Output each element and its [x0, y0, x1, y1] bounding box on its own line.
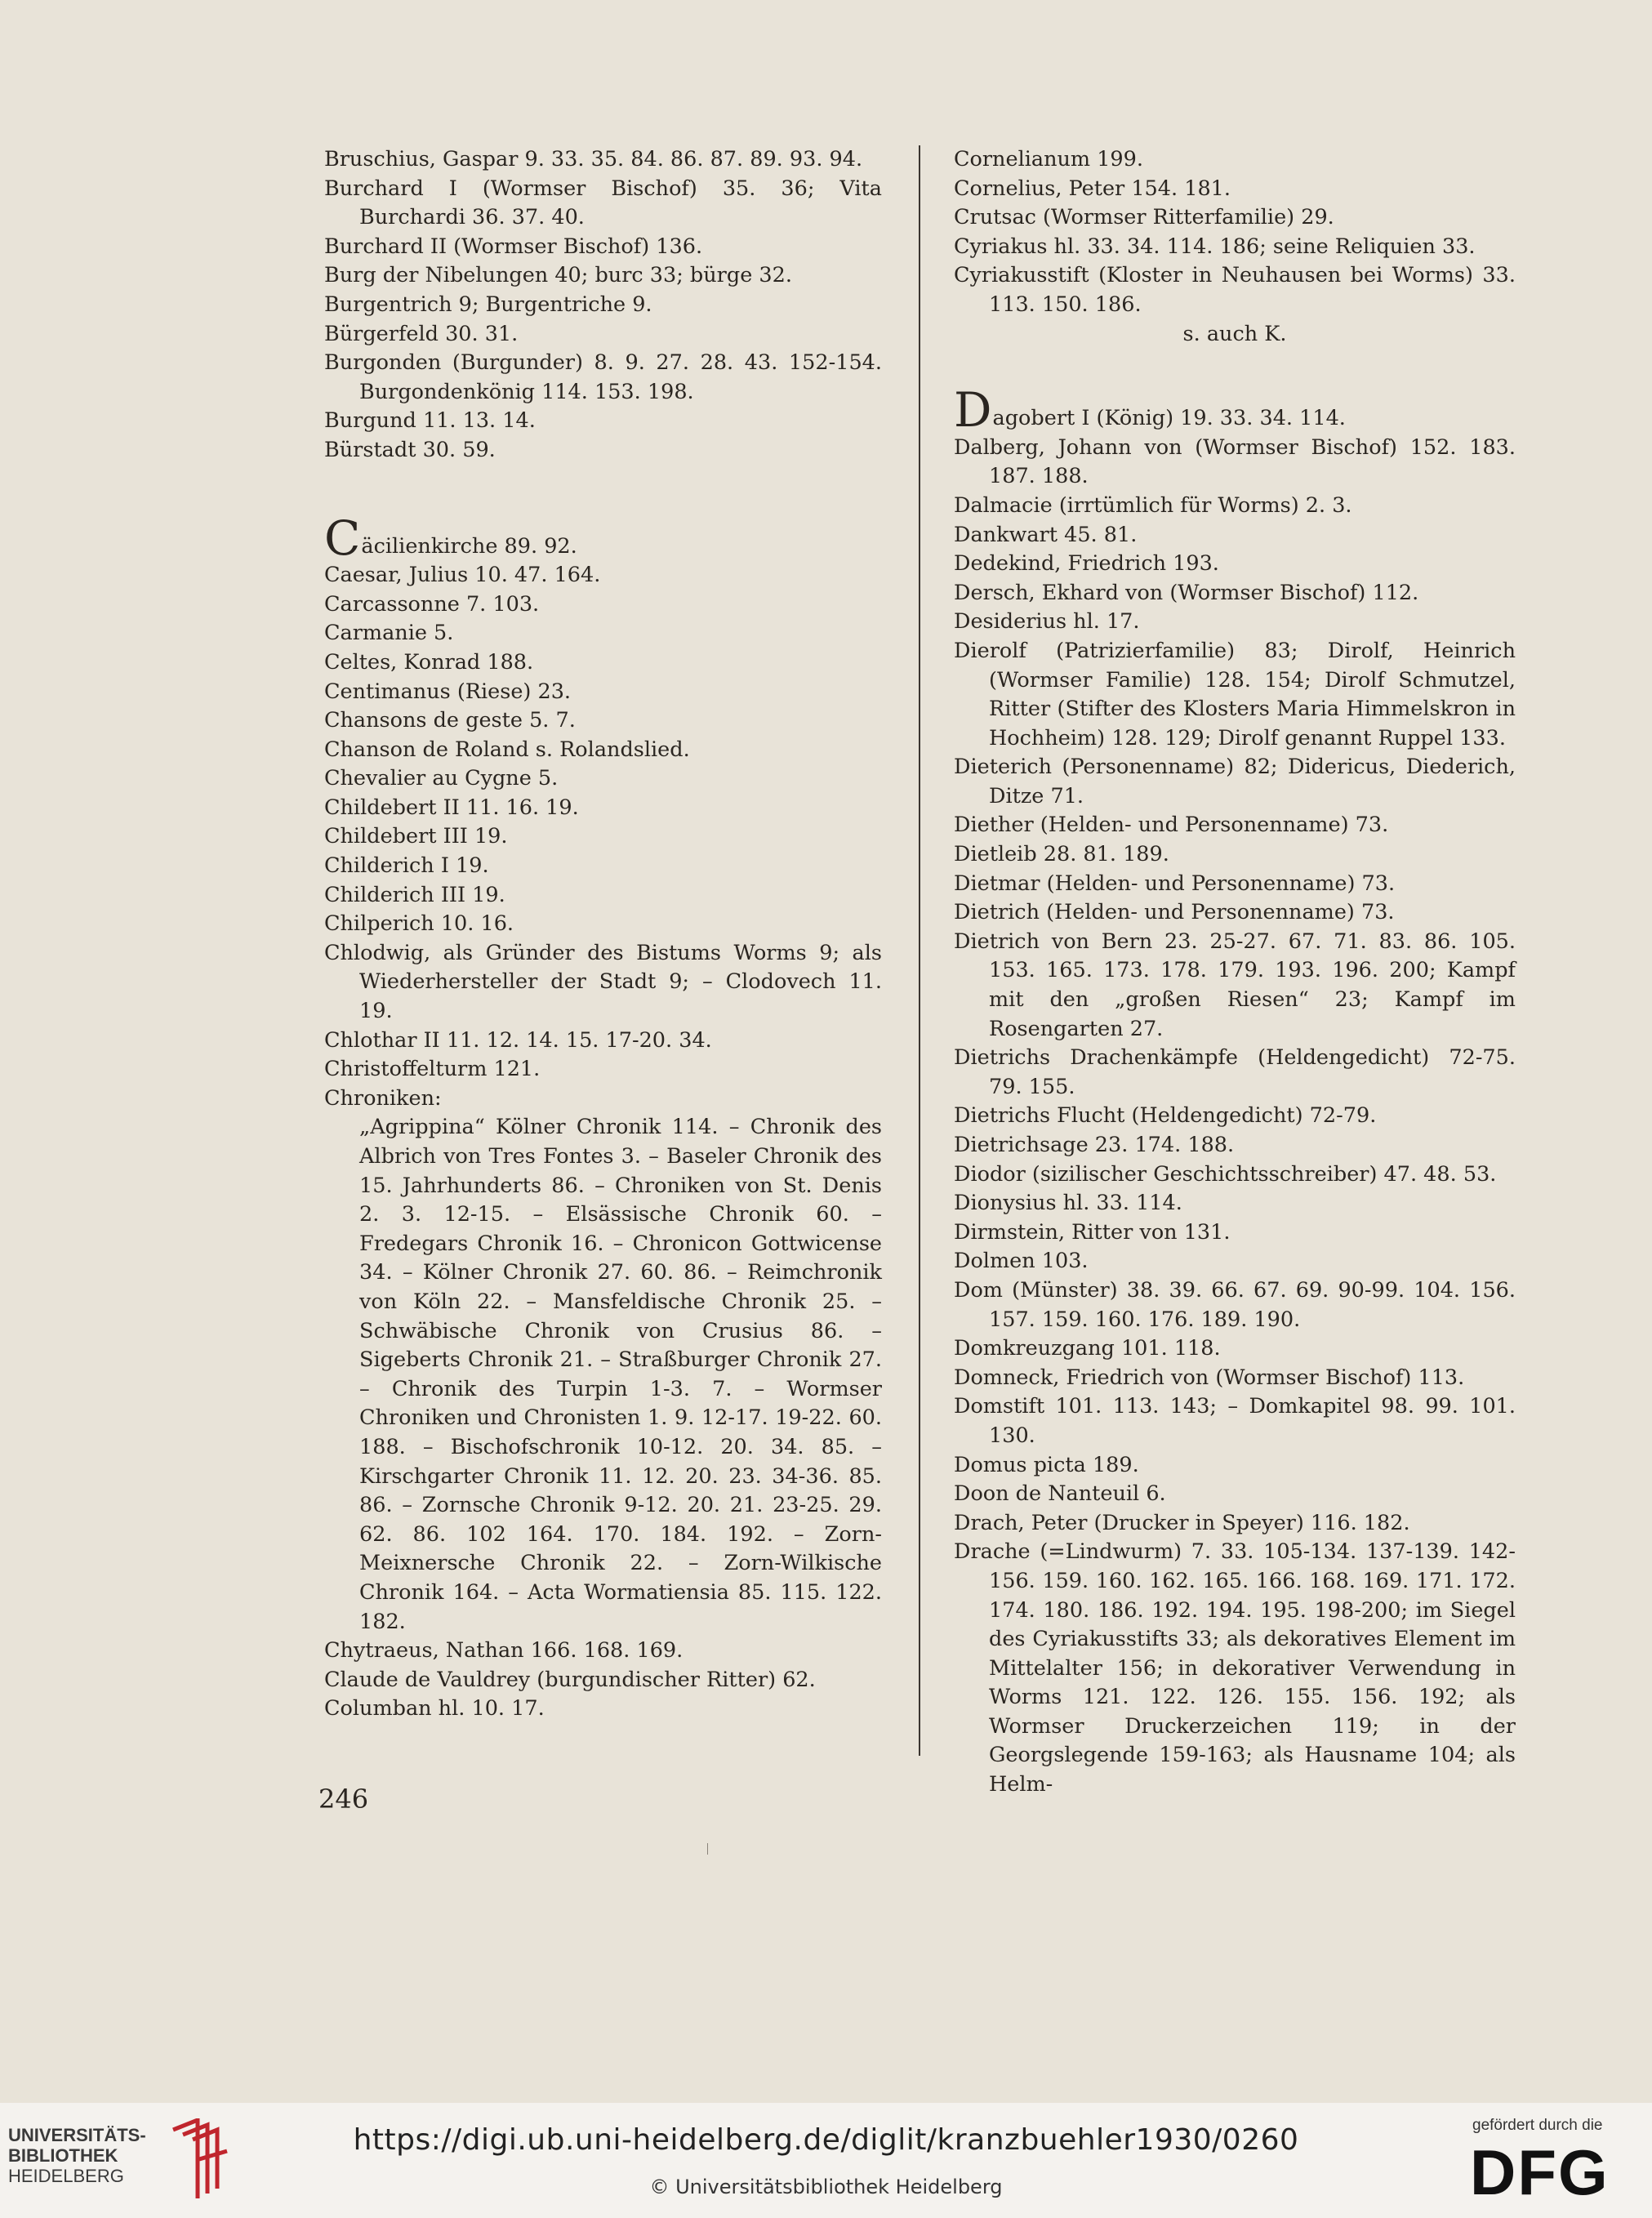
- index-entry: Dalberg, Johann von (Wormser Bischof) 152. 183. 187. 188.: [954, 434, 1516, 489]
- index-column-right: [954, 145, 1516, 1800]
- index-entry: Claude de Vauldrey (burgundischer Ritter) 62.: [324, 1667, 816, 1692]
- index-entry: Doon de Nanteuil 6.: [954, 1481, 1166, 1507]
- index-entry: Drach, Peter (Drucker in Speyer) 116. 182.: [954, 1510, 1410, 1535]
- index-entry: Dieterich (Personenname) 82; Didericus, Diederich, Ditze 71.: [954, 755, 1516, 808]
- index-entry: Chevalier au Cygne 5.: [324, 766, 559, 791]
- initial-letter-c: C: [324, 510, 361, 566]
- index-entry: Chilperich 10. 16.: [324, 911, 514, 937]
- entries-b: [324, 145, 882, 465]
- index-entry: Drache (=Lindwurm) 7. 33. 105-134. 137-139. 142-156. 159. 160. 162. 165. 166. 168. 169. 171. 172. 174. 180. 186. 192. 194. 195. 198-200; im Siegel des Cyriakusstifts 33; als dekoratives Element im Mittelalter 156; in dekorativer Verwendung in Worms 121. 122. 126. 155. 156. 192; als Wormser Druckerzeichen 119; in der Georgslegende 159-163; als Hausname 104; als Helm-: [954, 1539, 1516, 1797]
- see-also-note: s. auch K.: [1182, 321, 1287, 346]
- index-entry: Dietrich von Bern 23. 25-27. 67. 71. 83. 86. 105. 153. 165. 173. 178. 179. 193. 196. 200; Kampf mit den „großen Riesen“ 23; Kampf im Rosengarten 27.: [954, 929, 1516, 1041]
- index-entry: Dietrich (Helden- und Personenname) 73.: [954, 900, 1395, 925]
- index-entry: Dalmacie (irrtümlich für Worms) 2. 3.: [954, 492, 1352, 518]
- index-entry: Burgentrich 9; Burgentriche 9.: [324, 292, 652, 317]
- index-entry: Chansons de geste 5. 7.: [324, 708, 576, 733]
- index-entry: Christoffelturm 121.: [324, 1057, 541, 1082]
- index-entry: Childebert II 11. 16. 19.: [324, 795, 579, 820]
- index-entry: Dietrichs Flucht (Heldengedicht) 72-79.: [954, 1103, 1377, 1129]
- index-entry: Burgonden (Burgunder) 8. 9. 27. 28. 43. 152-154. Burgondenkönig 114. 153. 198.: [324, 350, 882, 404]
- index-entry: Dionysius hl. 33. 114.: [954, 1191, 1182, 1216]
- index-entry: Diether (Helden- und Personenname) 73.: [954, 813, 1389, 838]
- dfg-logo[interactable]: DFG: [1470, 2136, 1610, 2208]
- index-entry: Cyriakus hl. 33. 34. 114. 186; seine Reliquien 33.: [954, 234, 1476, 259]
- index-entry: Chytraeus, Nathan 166. 168. 169.: [324, 1638, 684, 1664]
- page-number: 246: [318, 1784, 369, 1815]
- index-entry: Celtes, Konrad 188.: [324, 649, 534, 675]
- index-entry: Carcassonne 7. 103.: [324, 591, 540, 617]
- index-entry: Childerich I 19.: [324, 853, 489, 879]
- index-entry: Domstift 101. 113. 143; – Domkapitel 98. 99. 101. 130.: [954, 1394, 1516, 1448]
- index-entry: Dietrichs Drachenkämpfe (Heldengedicht) 72-75. 79. 155.: [954, 1045, 1516, 1099]
- index-entry: Domus picta 189.: [954, 1452, 1139, 1477]
- index-entry: Chanson de Roland s. Rolandslied.: [324, 737, 690, 762]
- entries-c-right: [954, 145, 1516, 320]
- index-entry: Dersch, Ekhard von (Wormser Bischof) 112.: [954, 580, 1419, 605]
- index-entry: Burchard II (Wormser Bischof) 136.: [324, 234, 703, 259]
- index-entry: Burg der Nibelungen 40; burc 33; bürge 32.: [324, 263, 792, 288]
- index-entry: Dagobert I (König) 19. 33. 34. 114.: [954, 382, 1346, 439]
- initial-letter-d: D: [954, 382, 992, 439]
- entries-d: [954, 434, 1516, 1800]
- index-entry: Dolmen 103.: [954, 1249, 1089, 1274]
- index-entry: Burchard I (Wormser Bischof) 35. 36; Vita Burchardi 36. 37. 40.: [324, 176, 882, 230]
- index-entry: Carmanie 5.: [324, 621, 454, 646]
- index-entry: Chlothar II 11. 12. 14. 15. 17-20. 34.: [324, 1027, 712, 1053]
- index-entry: Crutsac (Wormser Ritterfamilie) 29.: [954, 205, 1334, 230]
- index-entry: Bruschius, Gaspar 9. 33. 35. 84. 86. 87. 89. 93. 94.: [324, 147, 863, 171]
- page-url-link[interactable]: https://digi.ub.uni-heidelberg.de/diglit/kranzbuehler1930/0260: [353, 2123, 1299, 2157]
- chroniken-subentries: „Agrippina“ Kölner Chronik 114. – Chronik des Albrich von Tres Fontes 3. – Baseler Chronik des 15. Jahrhunderts 86. – Chroniken von St. Denis 2. 3. 12-15. – Elsässische Chronik 60. – Fredegars Chronik 16. – Chronicon Gottwicense 34. – Kölner Chronik 27. 60. 86. – Reimchronik von Köln 22. – Mansfeldische Chronik 25. – Schwäbische Chronik von Crusius 86. – Sigeberts Chronik 21. – Straßburger Chronik 27. – Chronik des Turpin 1-3. 7. – Wormser Chroniken und Chronisten 1. 9. 12-17. 19-22. 60. 188. – Bischofschronik 10-12. 20. 34. 85. – Kirschgarter Chronik 11. 12. 20. 23. 34-36. 85. 86. – Zornsche Chronik 9-12. 20. 21. 23-25. 29. 62. 86. 102 164. 170. 184. 192. – Zorn-Meixnersche Chronik 22. – Zorn-Wilkische Chronik 164. – Acta Wormatiensia 85. 115. 122. 182.: [359, 1115, 882, 1634]
- copyright-text: © Universitätsbibliothek Heidelberg: [649, 2176, 1003, 2198]
- index-entry: Childebert III 19.: [324, 824, 508, 849]
- index-entry: Dankwart 45. 81.: [954, 522, 1138, 547]
- index-entry: Dietmar (Helden- und Personenname) 73.: [954, 871, 1396, 896]
- index-entry: Bürgerfeld 30. 31.: [324, 321, 519, 346]
- index-column-left: [324, 145, 882, 1724]
- index-entry: Dietrichsage 23. 174. 188.: [954, 1133, 1235, 1157]
- index-entry: Dedekind, Friedrich 193.: [954, 551, 1219, 577]
- index-entry: Cornelianum 199.: [954, 147, 1143, 171]
- index-entry: Dierolf (Patrizierfamilie) 83; Dirolf, Heinrich (Wormser Familie) 128. 154; Dirolf Schmutzel, Ritter (Stifter des Klosters Maria Himmelskron in Hochheim) 128. 129; Dirolf genannt Ruppel 133.: [954, 638, 1516, 750]
- index-entry: Cornelius, Peter 154. 181.: [954, 176, 1231, 201]
- index-entry: Cyriakusstift (Kloster in Neuhausen bei Worms) 33. 113. 150. 186.: [954, 263, 1516, 317]
- index-entry: Childerich III 19.: [324, 882, 505, 907]
- index-entry: Dietleib 28. 81. 189.: [954, 842, 1169, 867]
- entries-c-end: [324, 1637, 882, 1724]
- index-entry: Dirmstein, Ritter von 131.: [954, 1219, 1231, 1245]
- viewer-footer: [0, 2103, 1652, 2218]
- column-divider: [919, 145, 920, 1756]
- index-entry: Chlodwig, als Gründer des Bistums Worms 9; als Wiederhersteller der Stadt 9; – Clodovech 11. 19.: [324, 940, 882, 1024]
- entries-c: [324, 561, 882, 1113]
- index-entry: Dom (Münster) 38. 39. 66. 67. 69. 90-99. 104. 156. 157. 159. 160. 176. 189. 190.: [954, 1277, 1516, 1332]
- index-entry: Centimanus (Riese) 23.: [324, 679, 572, 704]
- index-entry: Burgund 11. 13. 14.: [324, 408, 536, 434]
- index-entry: Diodor (sizilischer Geschichtsschreiber) 47. 48. 53.: [954, 1161, 1497, 1187]
- funding-caption: gefördert durch die: [1472, 2117, 1603, 2134]
- index-entry: Domkreuzgang 101. 118.: [954, 1336, 1221, 1361]
- index-entry: Desiderius hl. 17.: [954, 609, 1140, 635]
- index-entry: Columban hl. 10. 17.: [324, 1696, 545, 1721]
- index-entry: Chroniken:: [324, 1085, 442, 1111]
- index-entry: Caesar, Julius 10. 47. 164.: [324, 563, 601, 588]
- index-entry: Domneck, Friedrich von (Wormser Bischof) 113.: [954, 1365, 1465, 1390]
- index-entry: Bürstadt 30. 59.: [324, 437, 496, 462]
- library-logo-text[interactable]: UNIVERSITÄTS- BIBLIOTHEK HEIDELBERG: [8, 2125, 146, 2186]
- index-entry: Cäcilienkirche 89. 92.: [324, 510, 577, 566]
